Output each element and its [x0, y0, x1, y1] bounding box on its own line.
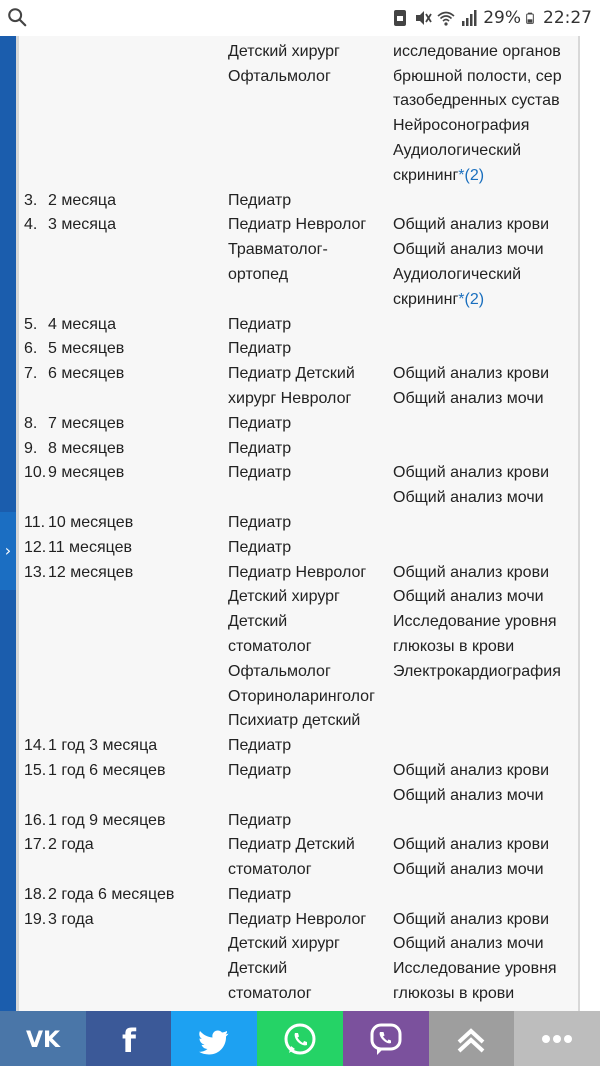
- share-whatsapp-button[interactable]: [257, 1011, 343, 1066]
- drawer-toggle[interactable]: [0, 512, 16, 590]
- doctor-line: Педиатр Детский: [228, 365, 355, 383]
- row-doctors: [228, 36, 393, 189]
- test-line: [393, 288, 580, 313]
- test-line-empty: [393, 437, 580, 462]
- test-text: Общий анализ крови: [393, 910, 550, 928]
- test-text: Общий анализ мочи: [393, 389, 544, 407]
- row-age: [48, 36, 228, 189]
- table-row: [22, 561, 580, 735]
- doctor-line: ортопед: [228, 265, 289, 283]
- row-age: 2 месяца: [48, 191, 116, 209]
- doctor-line: Детский: [228, 960, 288, 978]
- table-row: [22, 511, 580, 536]
- test-line: [393, 610, 580, 635]
- test-line: [393, 263, 580, 288]
- share-vk-button[interactable]: [0, 1011, 86, 1066]
- test-line: [393, 65, 580, 90]
- row-tests: [393, 412, 580, 437]
- test-line-empty: [393, 313, 580, 338]
- test-text: Нейросонография: [393, 117, 530, 135]
- row-number: 18.: [24, 885, 47, 903]
- sim-icon: [391, 9, 409, 27]
- row-age: 4 месяца: [48, 315, 116, 333]
- row-doctors: [228, 362, 393, 412]
- test-line: [393, 932, 580, 957]
- row-number: 6.: [24, 340, 38, 358]
- doctor-line: хирург Невролог: [228, 389, 352, 407]
- row-tests: [393, 561, 580, 735]
- battery-percent: 29%: [483, 8, 521, 28]
- test-line: [393, 561, 580, 586]
- doctor-line: Педиатр: [228, 340, 292, 358]
- row-age: 5 месяцев: [48, 340, 125, 358]
- row-number: 16.: [24, 811, 47, 829]
- test-line: [393, 486, 580, 511]
- row-doctors: [228, 833, 393, 883]
- row-tests: [393, 36, 580, 189]
- row-doctors: [228, 734, 393, 759]
- test-text: Общий анализ мочи: [393, 935, 544, 953]
- row-doctors: [228, 759, 393, 809]
- row-tests: [393, 511, 580, 536]
- table-row: [22, 833, 580, 883]
- test-text: Общий анализ крови: [393, 563, 550, 581]
- test-text: Общий анализ мочи: [393, 489, 544, 507]
- test-line-empty: [393, 734, 580, 759]
- test-line-empty: [393, 809, 580, 834]
- row-tests: [393, 362, 580, 412]
- test-line-empty: [393, 883, 580, 908]
- row-age: 2 года: [48, 836, 94, 854]
- doctor-line: стоматолог: [228, 985, 312, 1003]
- row-tests: [393, 833, 580, 883]
- doctor-line: Педиатр: [228, 513, 292, 531]
- row-tests: [393, 908, 580, 1007]
- row-number: 4.: [24, 216, 38, 234]
- row-tests: [393, 337, 580, 362]
- test-line: [393, 908, 580, 933]
- test-line: [393, 759, 580, 784]
- battery-icon: [526, 9, 538, 27]
- doctor-line: Педиатр: [228, 737, 292, 755]
- test-text: Аудиологический: [393, 265, 522, 283]
- table-row: [22, 437, 580, 462]
- row-number: 19.: [24, 910, 47, 928]
- table-body: [22, 36, 580, 1007]
- table-row: [22, 759, 580, 809]
- test-text: Общий анализ крови: [393, 464, 550, 482]
- test-text: Общий анализ крови: [393, 761, 550, 779]
- test-line: [393, 213, 580, 238]
- test-line: [393, 461, 580, 486]
- table-row: [22, 883, 580, 908]
- row-age: 3 месяца: [48, 216, 116, 234]
- row-number: 11.: [24, 513, 46, 531]
- test-text: исследование органов: [393, 42, 561, 60]
- row-doctors: [228, 189, 393, 214]
- row-number: 17.: [24, 836, 47, 854]
- test-line: [393, 362, 580, 387]
- test-line: [393, 164, 580, 189]
- row-number: 15.: [24, 761, 47, 779]
- test-line: [393, 40, 580, 65]
- doctor-line: стоматолог: [228, 861, 312, 879]
- test-line: [393, 982, 580, 1007]
- table-row: [22, 461, 580, 511]
- table-row: [22, 734, 580, 759]
- test-text: Электрокардиография: [393, 662, 561, 680]
- test-text: Исследование уровня: [393, 613, 557, 631]
- share-facebook-button[interactable]: [86, 1011, 172, 1066]
- doctor-line: Детский хирург: [228, 588, 340, 606]
- row-doctors: [228, 412, 393, 437]
- table-row: [22, 362, 580, 412]
- row-doctors: [228, 809, 393, 834]
- row-age: 3 года: [48, 910, 94, 928]
- row-tests: [393, 536, 580, 561]
- share-bar: [0, 1011, 600, 1066]
- row-age: 1 год 9 месяцев: [48, 811, 166, 829]
- whatsapp-icon: [279, 1018, 321, 1060]
- row-tests: [393, 734, 580, 759]
- doctor-line: Детский хирург: [228, 935, 340, 953]
- twitter-icon: [193, 1018, 235, 1060]
- test-line: [393, 660, 580, 685]
- row-tests: [393, 809, 580, 834]
- test-line: [393, 89, 580, 114]
- doctor-line: Педиатр: [228, 191, 292, 209]
- doctor-line: Педиатр: [228, 414, 292, 432]
- test-line-empty: [393, 412, 580, 437]
- doctor-line: Педиатр: [228, 538, 292, 556]
- test-text: Общий анализ мочи: [393, 241, 544, 259]
- test-text: брюшной полости, сер: [393, 67, 562, 85]
- test-line: [393, 387, 580, 412]
- table-row: [22, 908, 580, 1007]
- test-line: [393, 858, 580, 883]
- test-line: [393, 957, 580, 982]
- test-text: Общий анализ крови: [393, 836, 550, 854]
- status-time: 22:27: [543, 8, 592, 28]
- row-doctors: [228, 437, 393, 462]
- test-line: [393, 784, 580, 809]
- footnote-link[interactable]: *(2): [458, 166, 485, 184]
- row-number: 10.: [24, 464, 47, 482]
- row-doctors: [228, 536, 393, 561]
- row-doctors: [228, 908, 393, 1007]
- test-text: Аудиологический: [393, 141, 522, 159]
- row-doctors: [228, 883, 393, 908]
- table-row: [22, 536, 580, 561]
- row-age: 10 месяцев: [48, 513, 134, 531]
- row-tests: [393, 437, 580, 462]
- table-row: [22, 809, 580, 834]
- test-line-empty: [393, 511, 580, 536]
- doctor-line: Офтальмолог: [228, 662, 331, 680]
- row-tests: [393, 461, 580, 511]
- chevron-right-icon: ›: [4, 541, 12, 560]
- mute-icon: [414, 9, 432, 27]
- wifi-icon: [437, 9, 455, 27]
- row-age: 7 месяцев: [48, 414, 125, 432]
- row-doctors: [228, 313, 393, 338]
- svg-text:f: f: [121, 1021, 136, 1060]
- doctor-line: Педиатр: [228, 885, 292, 903]
- svg-text:VK: VK: [25, 1027, 60, 1053]
- row-tests: [393, 213, 580, 312]
- test-line: [393, 833, 580, 858]
- row-age: 12 месяцев: [48, 563, 134, 581]
- vk-icon: [22, 1018, 64, 1060]
- doctor-line: Оториноларинголог: [228, 687, 375, 705]
- doctor-line: стоматолог: [228, 637, 312, 655]
- share-viber-button[interactable]: [343, 1011, 429, 1066]
- row-age: 8 месяцев: [48, 439, 125, 457]
- doctor-line: Детский: [228, 613, 288, 631]
- doctor-line: Педиатр: [228, 811, 292, 829]
- test-text: Общий анализ крови: [393, 365, 550, 383]
- viber-icon: [365, 1018, 407, 1060]
- test-line-empty: [393, 189, 580, 214]
- test-line: [393, 114, 580, 139]
- schedule-table: [22, 36, 580, 1011]
- doctor-line: Педиатр Невролог: [228, 216, 367, 234]
- row-doctors: [228, 337, 393, 362]
- doctor-line: Педиатр: [228, 761, 292, 779]
- share-more-up-button[interactable]: [429, 1011, 515, 1066]
- doctor-line: Педиатр: [228, 439, 292, 457]
- test-text: глюкозы в крови: [393, 637, 515, 655]
- row-age: 11 месяцев: [48, 538, 132, 556]
- doctor-line: Детский хирург: [228, 42, 340, 60]
- test-line-empty: [393, 536, 580, 561]
- row-number: 3.: [24, 191, 38, 209]
- row-number: 8.: [24, 414, 38, 432]
- status-bar: [0, 0, 600, 36]
- row-number: 7.: [24, 365, 38, 383]
- row-age: 1 год 3 месяца: [48, 737, 158, 755]
- table-row: [22, 337, 580, 362]
- doctor-line: Психиатр детский: [228, 712, 361, 730]
- row-tests: [393, 759, 580, 809]
- table-row: [22, 36, 580, 189]
- row-tests: [393, 313, 580, 338]
- search-icon[interactable]: [6, 6, 28, 28]
- row-number: [22, 36, 48, 189]
- test-text: Общий анализ мочи: [393, 861, 544, 879]
- test-line: [393, 585, 580, 610]
- doctor-line: Офтальмолог: [228, 67, 331, 85]
- row-number: 14.: [24, 737, 47, 755]
- row-age: 1 год 6 месяцев: [48, 761, 166, 779]
- test-text: скрининг: [393, 166, 459, 184]
- row-tests: [393, 189, 580, 214]
- double-chevron-up-icon: [450, 1018, 492, 1060]
- test-line: [393, 238, 580, 263]
- test-text: тазобедренных сустав: [393, 92, 560, 110]
- test-text: Общий анализ мочи: [393, 588, 544, 606]
- row-number: 12.: [24, 538, 47, 556]
- test-text: Общий анализ мочи: [393, 786, 544, 804]
- test-line: [393, 139, 580, 164]
- row-age: 2 года 6 месяцев: [48, 885, 175, 903]
- doctor-line: Педиатр: [228, 315, 292, 333]
- row-age: 9 месяцев: [48, 464, 125, 482]
- test-text: глюкозы в крови: [393, 985, 515, 1003]
- doctor-line: Педиатр Невролог: [228, 563, 367, 581]
- row-number: 5.: [24, 315, 38, 333]
- signal-icon: [460, 9, 478, 27]
- more-dots-icon: [536, 1018, 578, 1060]
- row-doctors: [228, 461, 393, 511]
- doctor-line: Педиатр: [228, 464, 292, 482]
- test-line: [393, 635, 580, 660]
- test-text: Исследование уровня: [393, 960, 557, 978]
- row-number: 13.: [24, 563, 47, 581]
- test-text: скрининг: [393, 290, 459, 308]
- row-doctors: [228, 561, 393, 735]
- status-indicators: [391, 0, 592, 36]
- table-row: [22, 313, 580, 338]
- share-more-button[interactable]: [514, 1011, 600, 1066]
- row-doctors: [228, 213, 393, 312]
- row-doctors: [228, 511, 393, 536]
- doctor-line: Травматолог-: [228, 241, 328, 259]
- doctor-line: Педиатр Детский: [228, 836, 355, 854]
- table-row: [22, 189, 580, 214]
- table-row: [22, 412, 580, 437]
- row-tests: [393, 883, 580, 908]
- facebook-icon: [108, 1018, 150, 1060]
- test-text: Общий анализ крови: [393, 216, 550, 234]
- row-age: 6 месяцев: [48, 365, 125, 383]
- share-twitter-button[interactable]: [171, 1011, 257, 1066]
- doctor-line: Педиатр Невролог: [228, 910, 367, 928]
- table-row: [22, 213, 580, 312]
- footnote-link[interactable]: *(2): [458, 290, 485, 308]
- test-line-empty: [393, 337, 580, 362]
- row-number: 9.: [24, 439, 38, 457]
